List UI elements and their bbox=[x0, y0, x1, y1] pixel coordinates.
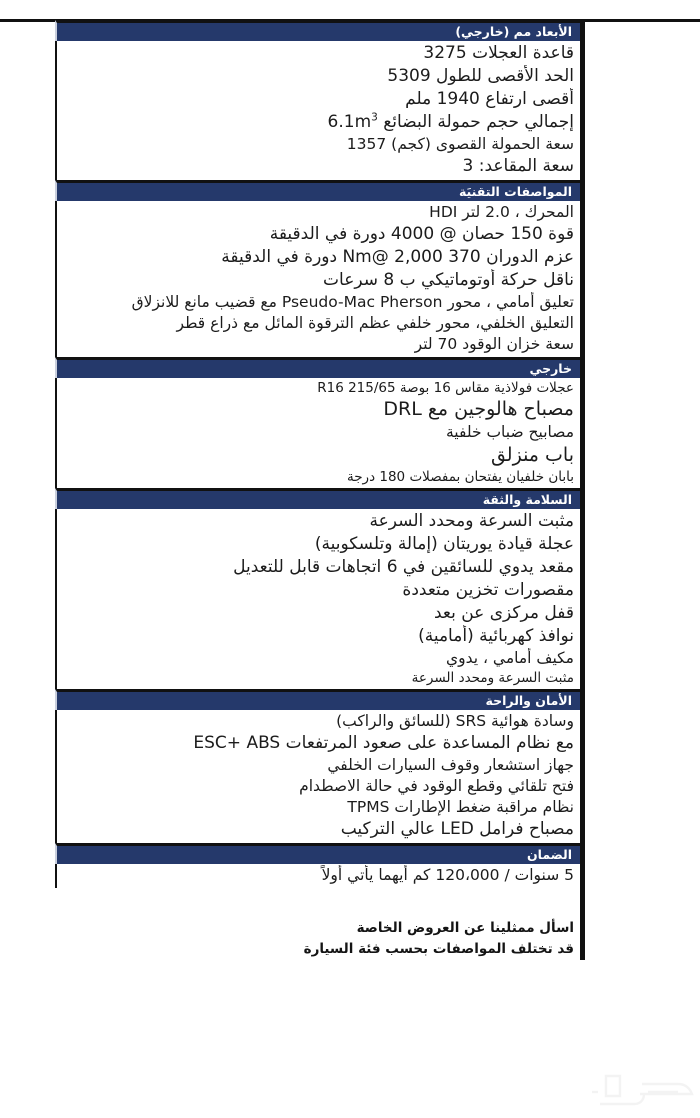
spec-line-text: سعة خزان الوقود 70 لتر bbox=[414, 335, 574, 353]
spec-line bbox=[61, 397, 574, 422]
spec-section-dimensions bbox=[55, 20, 580, 180]
spec-line-text: عجلات فولاذية مقاس 16 بوصة 215/65 R16 bbox=[317, 380, 574, 396]
spec-line-text: وسادة هوائية SRS (للسائق والراكب) bbox=[336, 712, 574, 730]
spec-line bbox=[61, 510, 574, 533]
section-body-security-and-comfort bbox=[55, 710, 580, 843]
spec-line-text: عزم الدوران 370 Nm@ 2,000 دورة في الدقيقة bbox=[221, 247, 574, 267]
spec-line bbox=[61, 134, 574, 155]
section-header-technical-specs: المواصفات التقنيَة bbox=[55, 180, 580, 201]
spec-line-text: التعليق الخلفي، محور خلفي عظم الترقوة المائل مع ذراع قطر bbox=[176, 314, 574, 332]
section-body-warranty bbox=[55, 864, 580, 888]
spec-line bbox=[61, 65, 574, 88]
spec-line-text: جهاز استشعار وقوف السيارات الخلفي bbox=[327, 756, 574, 774]
spec-line-text: قفل مركزى عن بعد bbox=[433, 603, 574, 623]
spec-line-text: المحرك ، 2.0 لتر HDI bbox=[429, 203, 574, 221]
spec-line bbox=[61, 865, 574, 886]
spec-line bbox=[61, 422, 574, 443]
spec-line-text: مصباح فرامل LED عالي التركيب bbox=[340, 819, 574, 839]
vehicle-spec-sheet bbox=[55, 20, 585, 960]
spec-line-text: سعة الحمولة القصوى (كجم) 1357 bbox=[346, 135, 574, 153]
spec-line-text: تعليق أمامي ، محور Pseudo-Mac Pherson مع قضيب مانع للانزلاق bbox=[131, 293, 574, 311]
spec-line bbox=[61, 755, 574, 776]
spec-line bbox=[61, 556, 574, 579]
section-body-dimensions bbox=[55, 41, 580, 180]
spec-line-superscript: 3 bbox=[371, 111, 378, 124]
spec-line bbox=[61, 776, 574, 797]
spec-line bbox=[61, 313, 574, 334]
section-header-safety-and-trust: السلامة والثقة bbox=[55, 488, 580, 509]
spec-line-text: مع نظام المساعدة على صعود المرتفعات ESC+ ABS bbox=[193, 733, 574, 753]
spec-line bbox=[61, 602, 574, 625]
spec-line-text: مصابيح ضباب خلفية bbox=[445, 423, 574, 441]
spec-line-text: عجلة قيادة يوريتان (إمالة وتلسكوبية) bbox=[314, 534, 574, 554]
spec-line bbox=[61, 88, 574, 111]
footer-note-line: قد تختلف المواصفات بحسب فئة السيارة bbox=[303, 941, 574, 957]
spec-line bbox=[61, 379, 574, 397]
spec-line-text: فتح تلقائي وقطع الوقود في حالة الاصطدام bbox=[299, 777, 574, 795]
section-header-exterior: خارجي bbox=[55, 357, 580, 378]
spec-line bbox=[61, 443, 574, 468]
footer-notes bbox=[55, 918, 580, 960]
spec-section-security-and-comfort bbox=[55, 689, 580, 843]
spec-line-text: نوافذ كهربائية (أمامية) bbox=[418, 626, 574, 646]
spec-section-exterior bbox=[55, 357, 580, 488]
section-header-warranty: الضمان bbox=[55, 843, 580, 864]
section-body-technical-specs bbox=[55, 201, 580, 357]
spec-line-text: باب منزلق bbox=[490, 444, 574, 466]
spec-line-text: مصباح هالوجين مع DRL bbox=[383, 398, 574, 420]
spec-line bbox=[61, 468, 574, 486]
spec-line bbox=[61, 155, 574, 178]
spec-line bbox=[61, 292, 574, 313]
section-header-dimensions: الأبعاد مم (خارجي) bbox=[55, 20, 580, 41]
spec-line bbox=[61, 246, 574, 269]
spec-line-text: إجمالي حجم حمولة البضائع 6.1m bbox=[327, 112, 574, 132]
spec-line-text: الحد الأقصى للطول 5309 bbox=[387, 66, 574, 86]
footer-note-line: اسأل ممثلينا عن العروض الخاصة bbox=[356, 920, 574, 936]
spec-line bbox=[61, 732, 574, 755]
spec-line bbox=[61, 334, 574, 355]
spec-line-text: بابان خلفيان يفتحان بمفصلات 180 درجة bbox=[346, 469, 574, 485]
spec-line bbox=[61, 669, 574, 687]
spec-line-text: مقصورات تخزين متعددة bbox=[402, 580, 574, 600]
spec-line-text: ناقل حركة أوتوماتيكي ب 8 سرعات bbox=[323, 270, 574, 290]
spec-line bbox=[61, 111, 574, 134]
spec-line bbox=[61, 223, 574, 246]
spec-section-technical-specs bbox=[55, 180, 580, 357]
spec-line-text: 5 سنوات / 120،000 كم أيهما يأتي أولاً bbox=[321, 866, 574, 884]
spec-line-text: مقعد يدوي للسائقين في 6 اتجاهات قابل للتعديل bbox=[233, 557, 574, 577]
section-body-safety-and-trust bbox=[55, 509, 580, 689]
spec-line bbox=[61, 579, 574, 602]
spec-line bbox=[61, 42, 574, 65]
spec-line bbox=[61, 533, 574, 556]
section-body-exterior bbox=[55, 378, 580, 488]
spec-line bbox=[61, 648, 574, 669]
spec-line bbox=[61, 797, 574, 818]
spec-section-safety-and-trust bbox=[55, 488, 580, 689]
spec-line bbox=[61, 202, 574, 223]
spec-section-warranty bbox=[55, 843, 580, 888]
spec-line-text: مكيف أمامي ، يدوي bbox=[446, 649, 574, 667]
spec-line bbox=[61, 269, 574, 292]
spec-line bbox=[61, 625, 574, 648]
spec-line-text: مثبت السرعة ومحدد السرعة bbox=[369, 511, 574, 531]
spec-line-text: أقصى ارتفاع 1940 ملم bbox=[405, 89, 574, 109]
spec-line-text: نظام مراقبة ضغط الإطارات TPMS bbox=[347, 798, 574, 816]
spec-line bbox=[61, 711, 574, 732]
spec-line-text: مثبت السرعة ومحدد السرعة bbox=[411, 670, 574, 686]
spec-line-text: قاعدة العجلات 3275 bbox=[423, 43, 574, 63]
spec-line bbox=[61, 818, 574, 841]
spec-line-text: سعة المقاعد: 3 bbox=[462, 156, 574, 176]
spec-line-text: قوة 150 حصان @ 4000 دورة في الدقيقة bbox=[269, 224, 574, 244]
section-header-security-and-comfort: الأمان والراحة bbox=[55, 689, 580, 710]
site-watermark bbox=[592, 1070, 696, 1114]
